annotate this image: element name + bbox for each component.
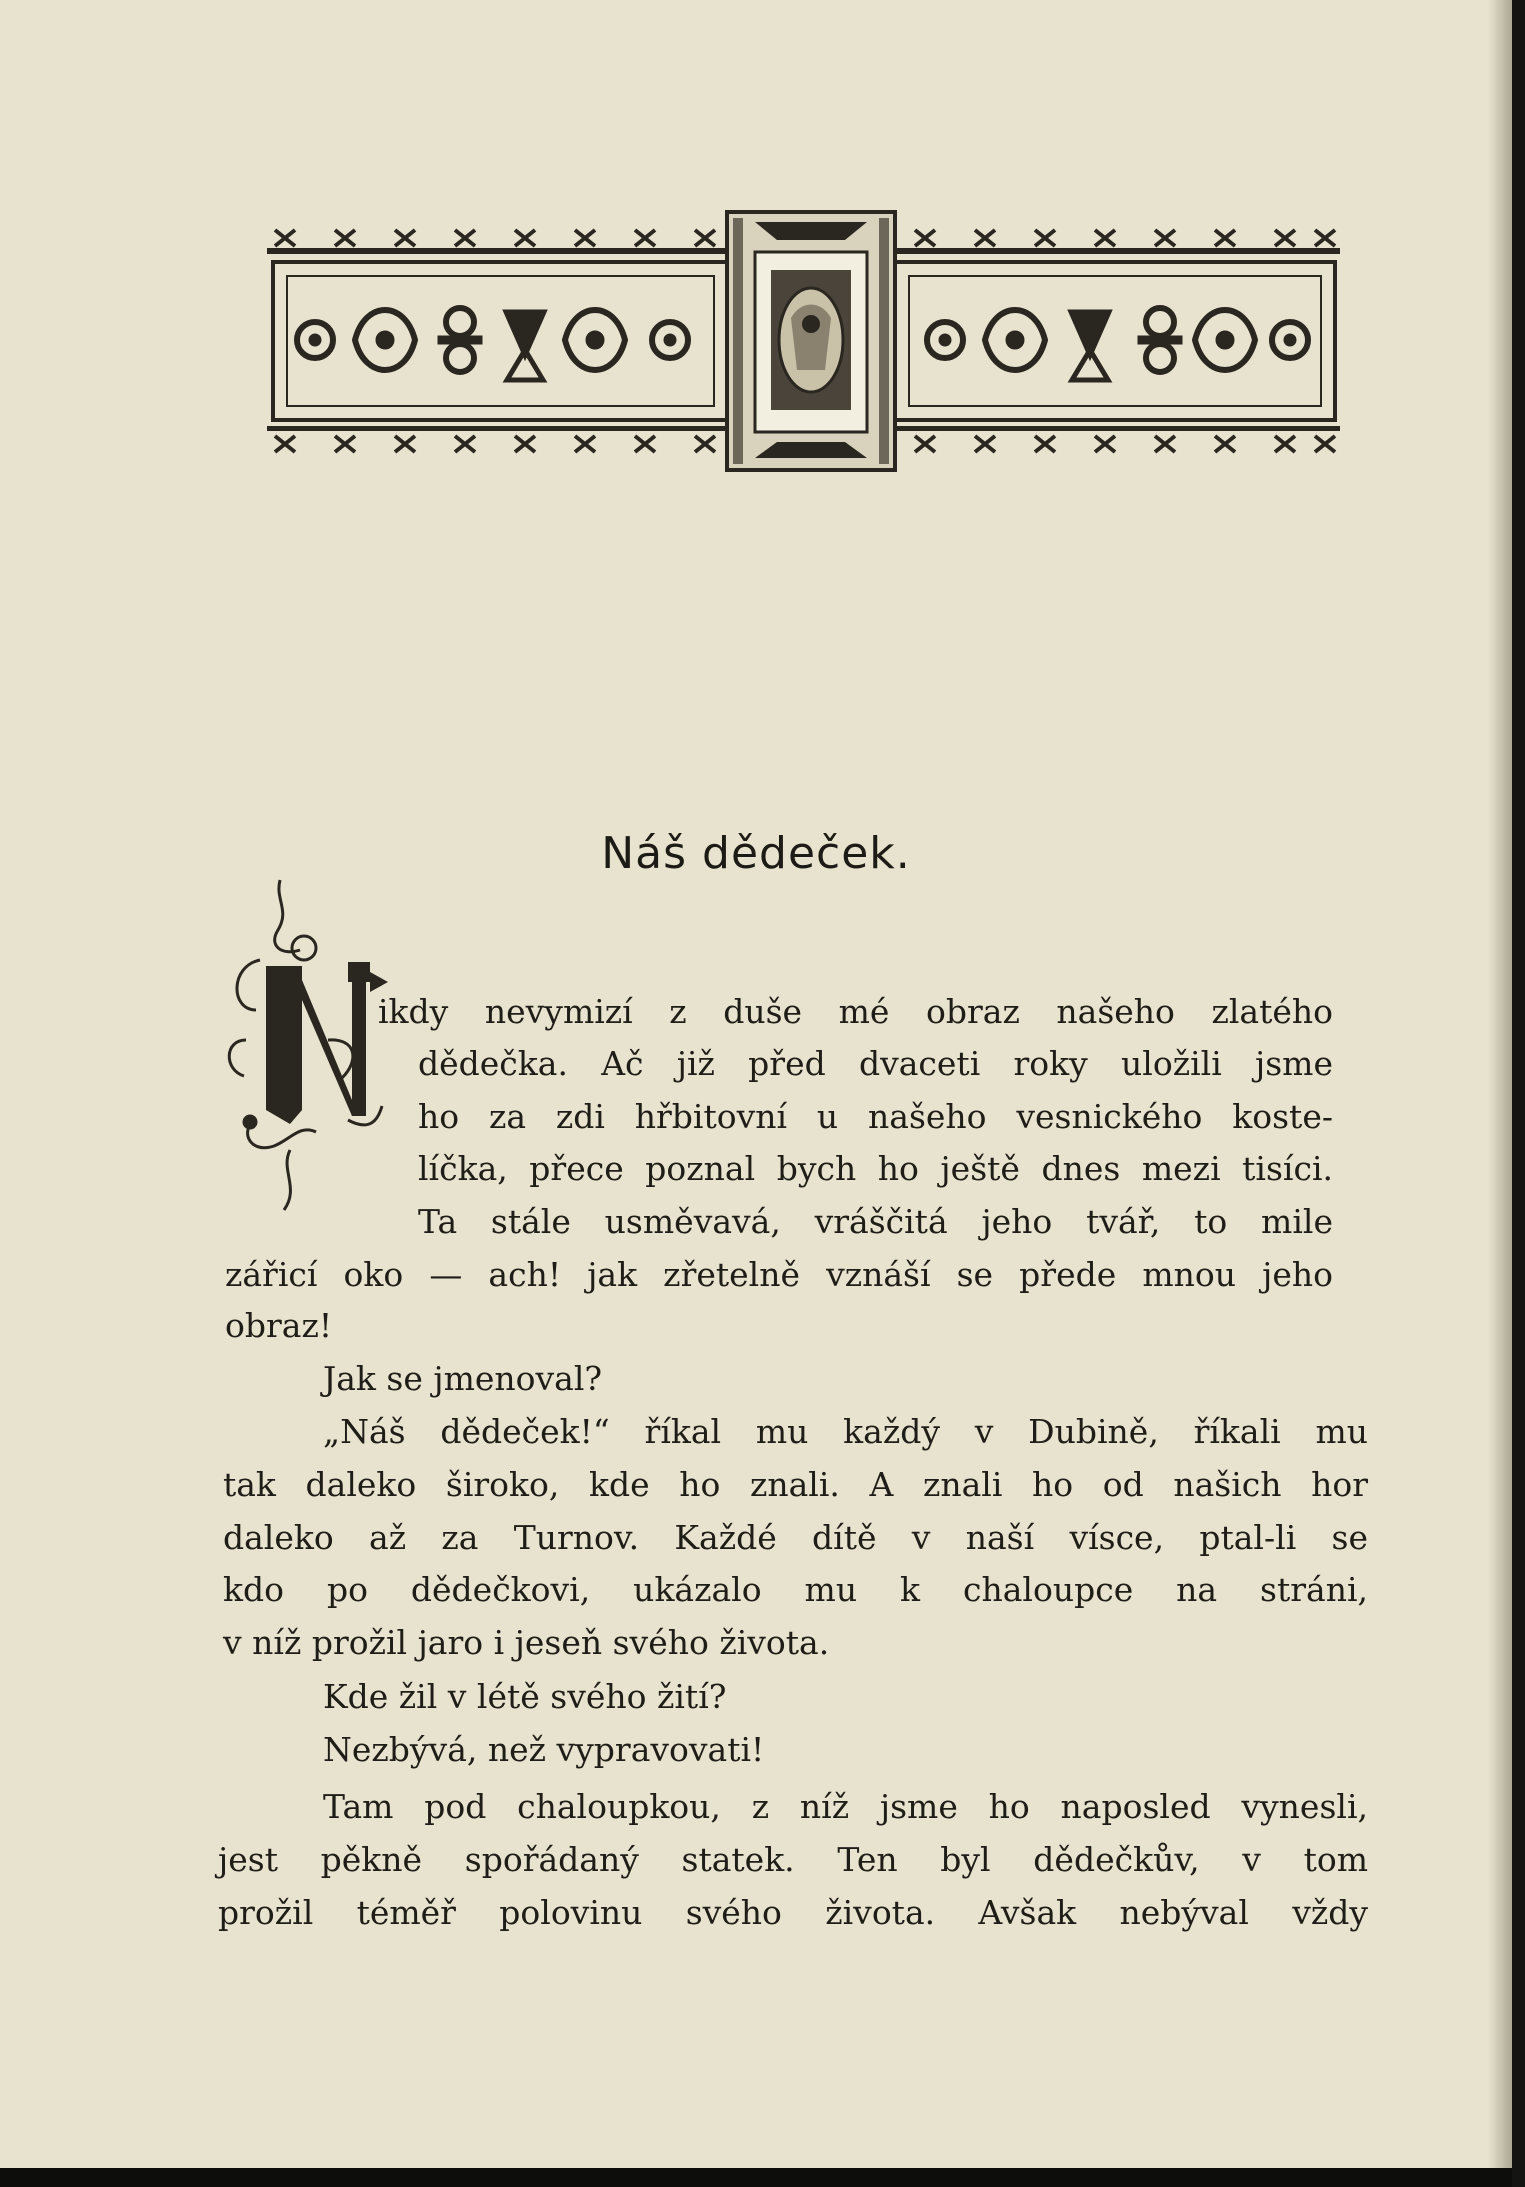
paragraph-1-line-4: líčka, přece poznal bych ho ještě dnes mezi tisíci.	[418, 1149, 1333, 1188]
paragraph-4-line-1: Kde žil v létě svého žití?	[323, 1677, 727, 1716]
paragraph-3-line-5: v níž prožil jaro i jeseň svého života.	[223, 1623, 830, 1662]
paragraph-3-line-2: tak daleko široko, kde ho znali. A znali ho od našich hor	[223, 1465, 1368, 1504]
paragraph-1-line-5: Ta stále usměvavá, vráščitá jeho tvář, to mile	[418, 1202, 1333, 1241]
decorative-headpiece-icon	[255, 200, 1355, 480]
paragraph-3-line-4: kdo po dědečkovi, ukázalo mu k chaloupce na stráni,	[223, 1570, 1368, 1609]
paragraph-3-line-1: „Náš dědeček!“ říkal mu každý v Dubině, říkali mu	[323, 1412, 1368, 1451]
page-gutter-shadow	[1488, 0, 1512, 2168]
paragraph-6-line-1: Tam pod chaloupkou, z níž jsme ho naposled vynesli,	[323, 1787, 1368, 1826]
paragraph-5-line-1: Nezbývá, než vypravovati!	[323, 1730, 765, 1769]
paragraph-1-line-7: obraz!	[225, 1306, 333, 1345]
paragraph-6-line-2: jest pěkně spořádaný statek. Ten byl dědečkův, v tom	[218, 1840, 1368, 1879]
chapter-title: Náš dědeček.	[601, 828, 911, 879]
paragraph-3-line-3: daleko až za Turnov. Každé dítě v naší víscе, ptal-li se	[223, 1518, 1368, 1557]
ornamental-initial-icon	[220, 870, 390, 1230]
paragraph-1-line-3: ho za zdi hřbitovní u našeho vesnického koste-	[418, 1097, 1333, 1136]
paragraph-6-line-3: prožil téměř polovinu svého života. Avšak nebýval vždy	[218, 1893, 1368, 1932]
paragraph-1-line-6: zářicí oko — ach! jak zřetelně vznáší se přede mnou jeho	[225, 1255, 1333, 1294]
paragraph-1-line-2: dědečka. Ač již před dvaceti roky uložili jsme	[418, 1044, 1333, 1083]
paragraph-2-line-1: Jak se jmenoval?	[323, 1359, 603, 1398]
paragraph-1-line-1: ikdy nevymizí z duše mé obraz našeho zlatého	[378, 992, 1333, 1031]
page-edge	[1512, 0, 1525, 2187]
